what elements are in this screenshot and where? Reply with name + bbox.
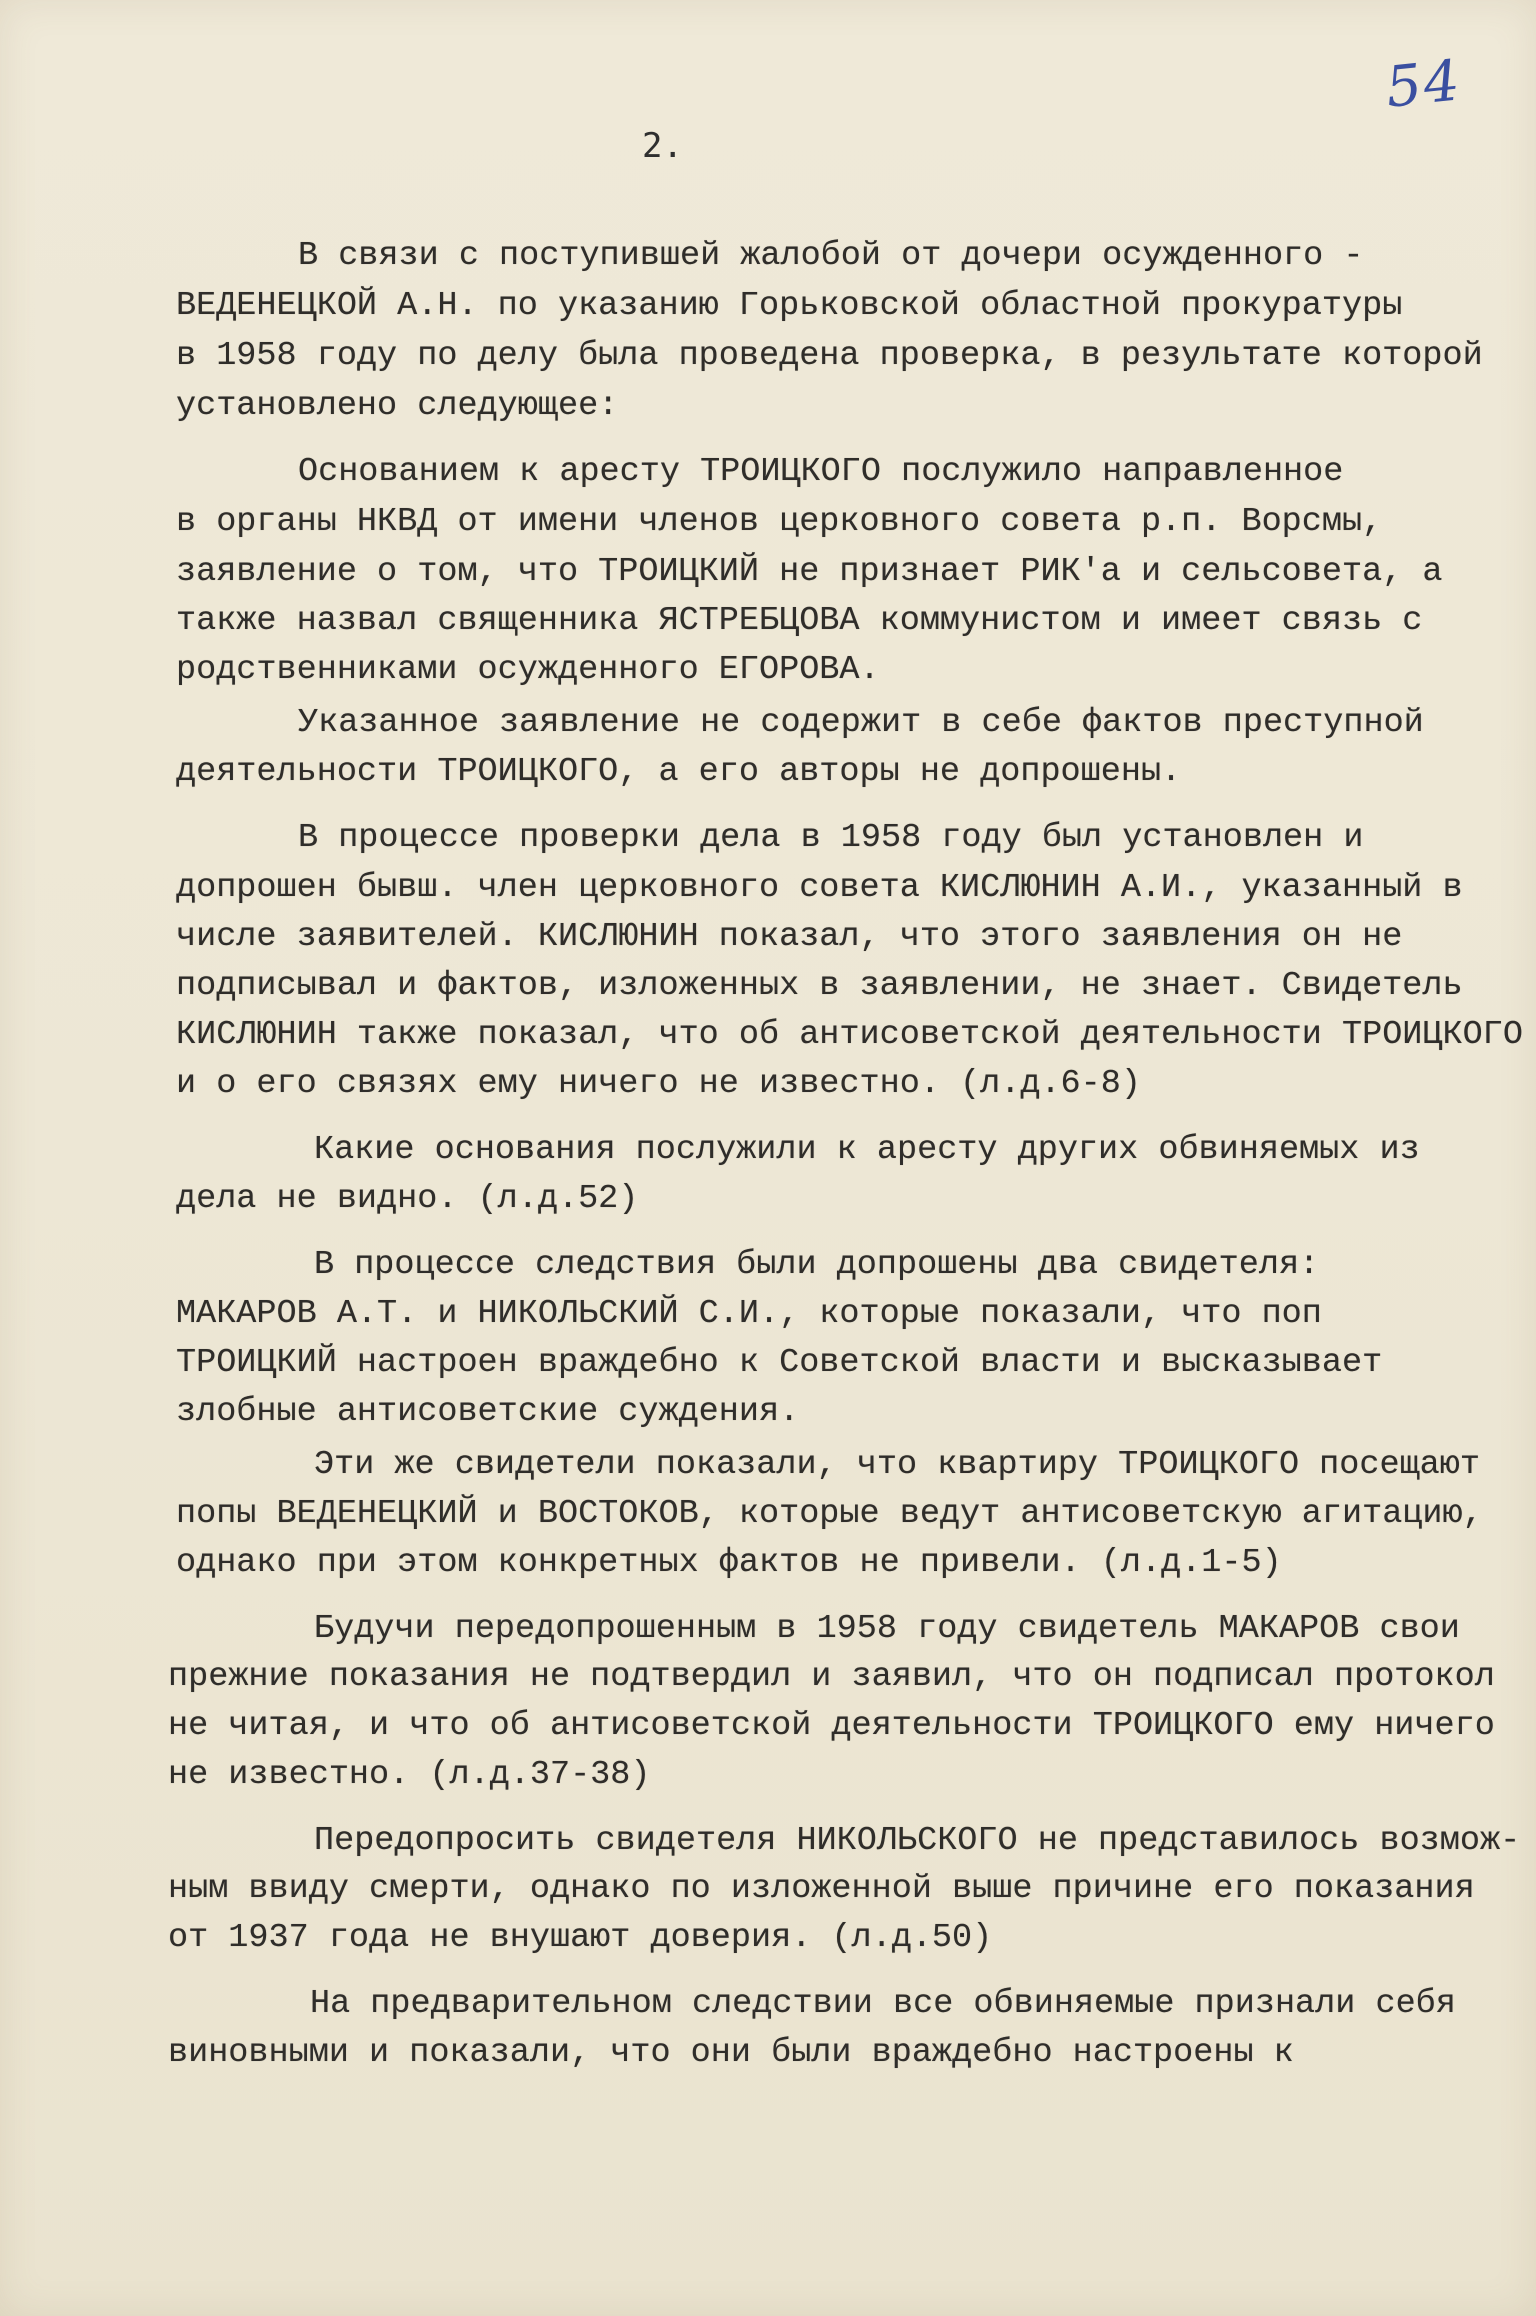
text-line: однако при этом конкретных фактов не привели. (л.д.1-5) (176, 1544, 1282, 1582)
text-line: не известно. (л.д.37-38) (168, 1756, 651, 1794)
text-line: В процессе следствия были допрошены два свидетеля: (314, 1246, 1320, 1284)
text-line: и о его связях ему ничего не известно. (л.д.6-8) (176, 1065, 1141, 1103)
text-line: дела не видно. (л.д.52) (176, 1180, 639, 1218)
text-line: от 1937 года не внушают доверия. (л.д.50) (168, 1919, 993, 1957)
text-line: также назвал священника ЯСТРЕБЦОВА коммунистом и имеет связь с (176, 602, 1423, 640)
text-line: установлено следующее: (176, 387, 619, 425)
text-line: Эти же свидетели показали, что квартиру ТРОИЦКОГО посещают (314, 1446, 1480, 1484)
handwritten-sheet-number: 54 (1382, 48, 1465, 121)
text-line: Указанное заявление не содержит в себе фактов преступной (298, 704, 1424, 742)
text-line: в органы НКВД от имени членов церковного совета р.п. Ворсмы, (176, 503, 1383, 541)
text-line: Будучи передопрошенным в 1958 году свидетель МАКАРОВ свои (314, 1610, 1460, 1648)
text-line: злобные антисоветские суждения. (176, 1393, 800, 1431)
text-line: числе заявителей. КИСЛЮНИН показал, что этого заявления он не (176, 918, 1403, 956)
page-number: 2. (642, 126, 683, 166)
text-line: В процессе проверки дела в 1958 году был установлен и (298, 819, 1364, 857)
text-line: допрошен бывш. член церковного совета КИСЛЮНИН А.И., указанный в (176, 869, 1463, 907)
text-line: ТРОИЦКИЙ настроен враждебно к Советской власти и высказывает (176, 1344, 1383, 1382)
text-line: МАКАРОВ А.Т. и НИКОЛЬСКИЙ С.И., которые показали, что поп (176, 1295, 1322, 1333)
text-line: виновными и показали, что они были враждебно настроены к (168, 2034, 1294, 2072)
text-line: деятельности ТРОИЦКОГО, а его авторы не допрошены. (176, 753, 1182, 791)
text-line: в 1958 году по делу была проведена проверка, в результате которой (176, 337, 1483, 375)
text-line: Основанием к аресту ТРОИЦКОГО послужило направленное (298, 453, 1344, 491)
text-line: В связи с поступившей жалобой от дочери осужденного - (298, 237, 1364, 275)
text-line: прежние показания не подтвердил и заявил, что он подписал протокол (168, 1658, 1495, 1696)
text-line: не читая, и что об антисоветской деятельности ТРОИЦКОГО ему ничего (168, 1707, 1495, 1745)
text-line: подписывал и фактов, изложенных в заявлении, не знает. Свидетель (176, 967, 1463, 1005)
text-line: заявление о том, что ТРОИЦКИЙ не признает РИК'а и сельсовета, а (176, 553, 1443, 591)
text-line: Какие основания послужили к аресту других обвиняемых из (314, 1131, 1420, 1169)
text-line: ВЕДЕНЕЦКОЙ А.Н. по указанию Горьковской областной прокуратуры (176, 287, 1403, 325)
text-line: КИСЛЮНИН также показал, что об антисоветской деятельности ТРОИЦКОГО (176, 1016, 1523, 1054)
text-line: ным ввиду смерти, однако по изложенной выше причине его показания (168, 1870, 1475, 1908)
text-line: попы ВЕДЕНЕЦКИЙ и ВОСТОКОВ, которые ведут антисоветскую агитацию, (176, 1495, 1483, 1533)
text-line: На предварительном следствии все обвиняемые признали себя (310, 1985, 1456, 2023)
text-line: родственниками осужденного ЕГОРОВА. (176, 651, 880, 689)
text-line: Передопросить свидетеля НИКОЛЬСКОГО не представилось возмож- (314, 1822, 1521, 1860)
